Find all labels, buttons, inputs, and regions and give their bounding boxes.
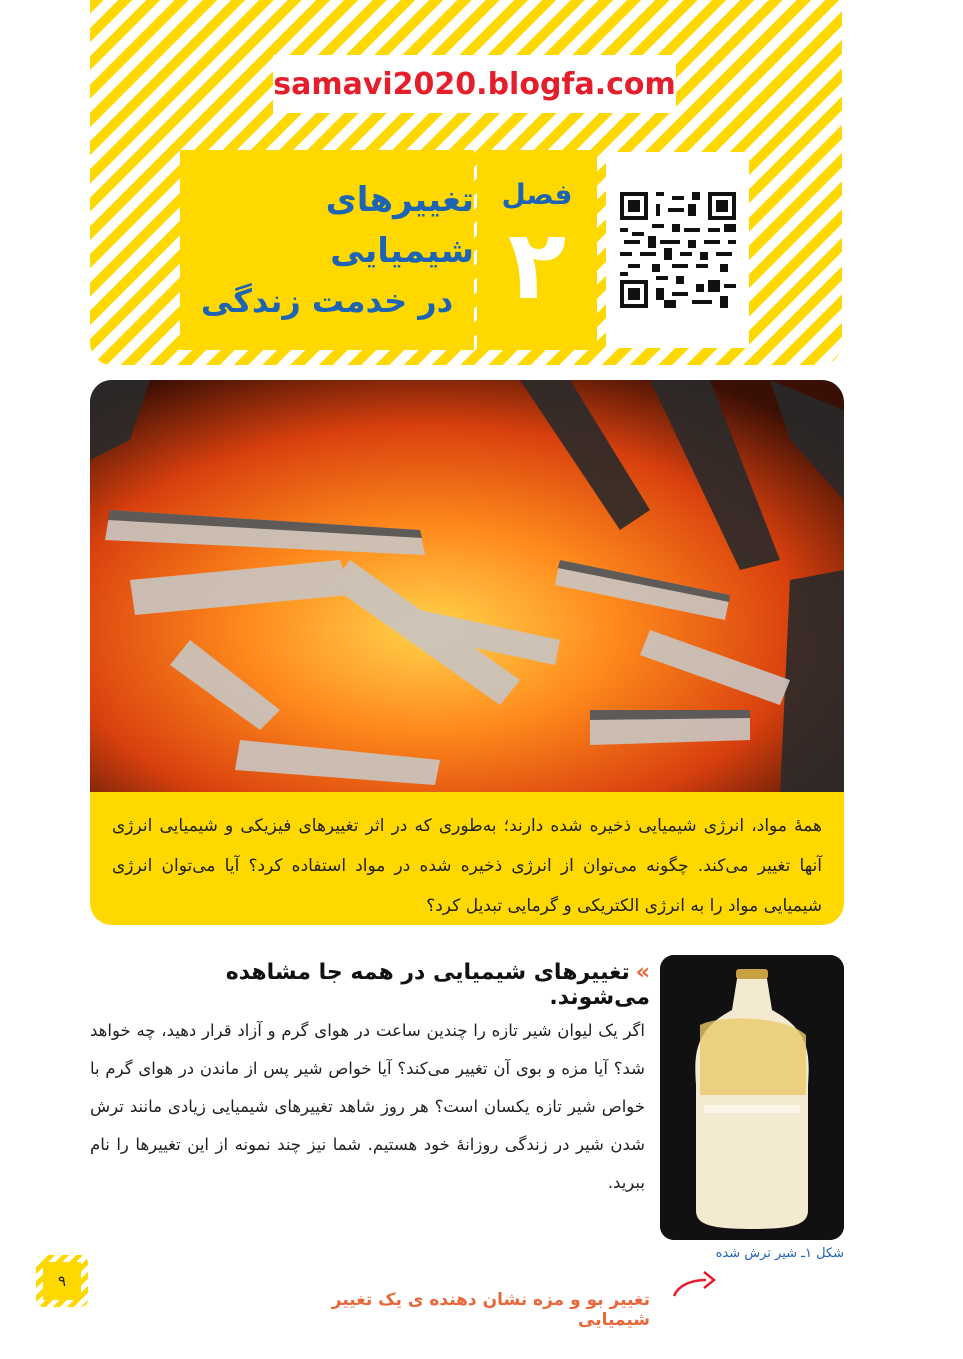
campfire-photo	[90, 380, 844, 795]
intro-paragraph: همهٔ مواد، انرژی شیمیایی ذخیره شده دارند؛ به‌طوری که در اثر تغییرهای فیزیکی و شیمیایی انرژی آنها تغییر می‌کند. چگونه می‌توان از انرژی ذخیره شده در مواد استفاده کرد؟ آیا می‌توان انرژی شیمیایی مواد را به انرژی الکتریکی و گرمایی تبدیل کرد؟	[112, 816, 822, 916]
chapter-number-box	[477, 150, 597, 350]
chapter-title-box	[180, 150, 474, 350]
handwritten-note: تغییر بو و مزه نشان دهنده ی یک تغییر شیمیایی	[331, 1290, 650, 1330]
page-number-badge	[36, 1255, 88, 1307]
site-url-box	[273, 55, 676, 113]
double-chevron-icon: »	[635, 960, 650, 985]
site-url[interactable]: samavi2020.blogfa.com	[273, 66, 676, 102]
sour-milk-photo	[660, 955, 844, 1240]
section-heading-text: تغییرهای شیمیایی در همه جا مشاهده می‌شوند.	[225, 960, 650, 1010]
curved-arrow-icon	[668, 1266, 718, 1300]
figure-caption: شکل ۱ـ شیر ترش شده	[715, 1246, 844, 1261]
chapter-title-line1: تغییرهای شیمیایی	[325, 180, 474, 271]
qr-code-icon[interactable]	[620, 192, 736, 308]
chapter-label: فصل	[501, 178, 573, 211]
qr-code-box	[606, 152, 749, 348]
chapter-number: ۲	[507, 209, 567, 321]
section-body-paragraph: اگر یک لیوان شیر تازه را چندین ساعت در هوای گرم و آزاد قرار دهید، چه خواهد شد؟ آیا مزه و بوی آن تغییر می‌کند؟ آیا خواص شیر پس از ماندن در هوای گرم با خواص شیر تازه یکسان است؟ هر روز شاهد تغییرهای شیمیایی زیادی مانند ترش شدن شیر در زندگی روزانهٔ خود هستیم. شما نیز چند نمونه از این تغییرها را نام ببرید.	[90, 1021, 645, 1192]
page-number: ۹	[43, 1262, 81, 1300]
section-heading	[150, 960, 650, 1010]
intro-paragraph-box	[90, 792, 844, 925]
chapter-title-line2: در خدمت زندگی	[200, 282, 454, 320]
